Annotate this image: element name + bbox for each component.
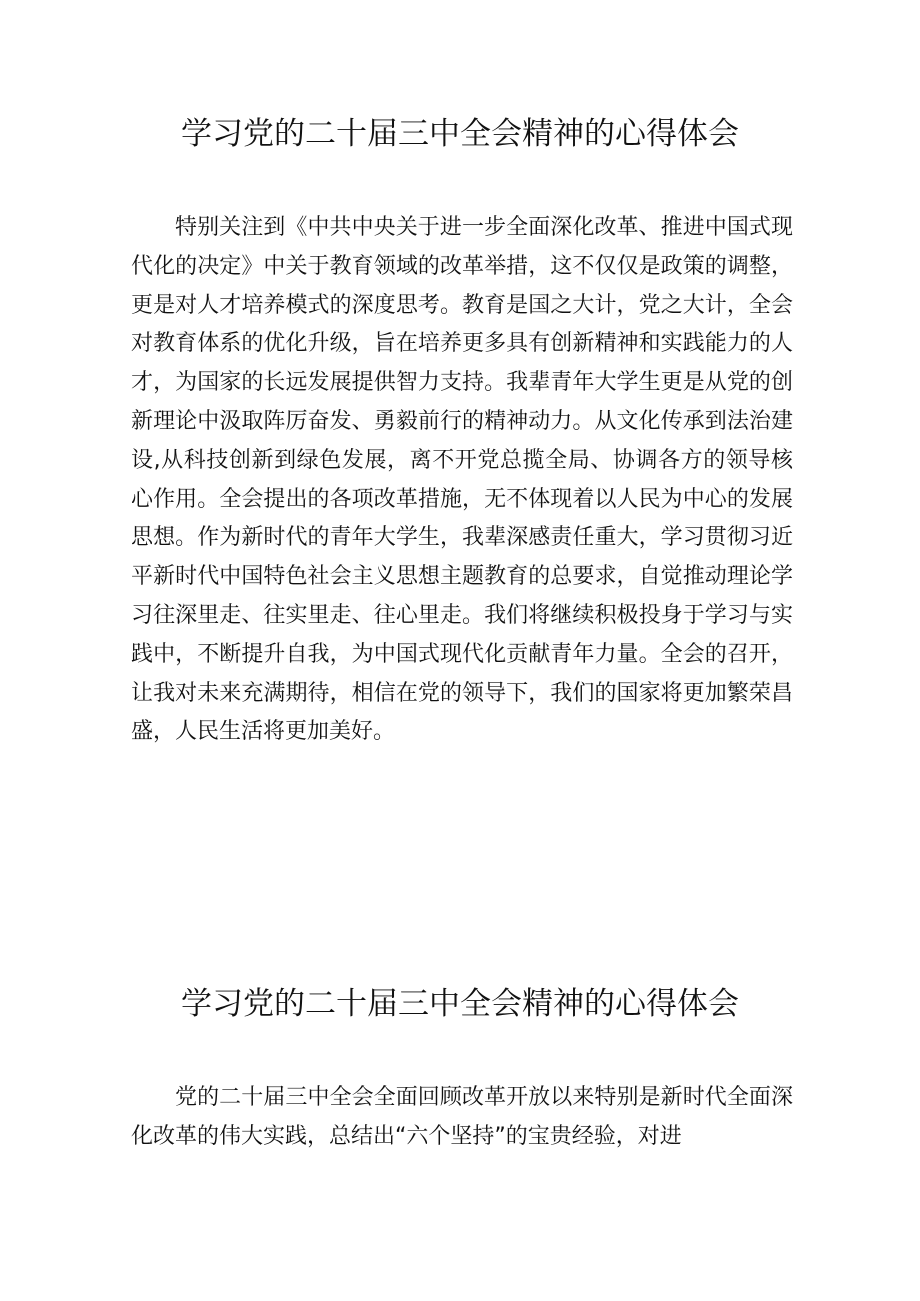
body-paragraph-second: 党的二十届三中全会全面回顾改革开放以来特别是新时代全面深化改革的伟大实践，总结出“六个坚持”的宝贵经验，对进: [131, 1085, 793, 1149]
document-title: 学习党的二十届三中全会精神的心得体会: [181, 116, 739, 152]
body-paragraph: 特别关注到《中共中央关于进一步全面深化改革、推进中国式现代化的决定》中关于教育领域的改革举措，这不仅仅是政策的调整，更是对人才培养模式的深度思考。教育是国之大计，党之大计，全会对教育体系的优化升级，旨在培养更多具有创新精神和实践能力的人才，为国家的长远发展提供智力支持。我辈青年大学生更是从党的创新理论中汲取阵厉奋发、勇毅前行的精神动力。从文化传承到法治建设,从科技创新到绿色发展，离不开党总揽全局、协调各方的领导核心作用。全会提出的各项改革措施，无不体现着以人民为中心的发展思想。作为新时代的青年大学生，我辈深感责任重大，学习贯彻习近平新时代中国特色社会主义思想主题教育的总要求，自觉推动理论学习往深里走、往实里走、往心里走。我们将继续积极投身于学习与实践中，不断提升自我，为中国式现代化贡献青年力量。全会的召开，让我对未来充满期待，相信在党的领导下，我们的国家将更加繁荣昌盛，人民生活将更加美好。: [131, 215, 793, 745]
document-title-second: 学习党的二十届三中全会精神的心得体会: [181, 986, 739, 1022]
